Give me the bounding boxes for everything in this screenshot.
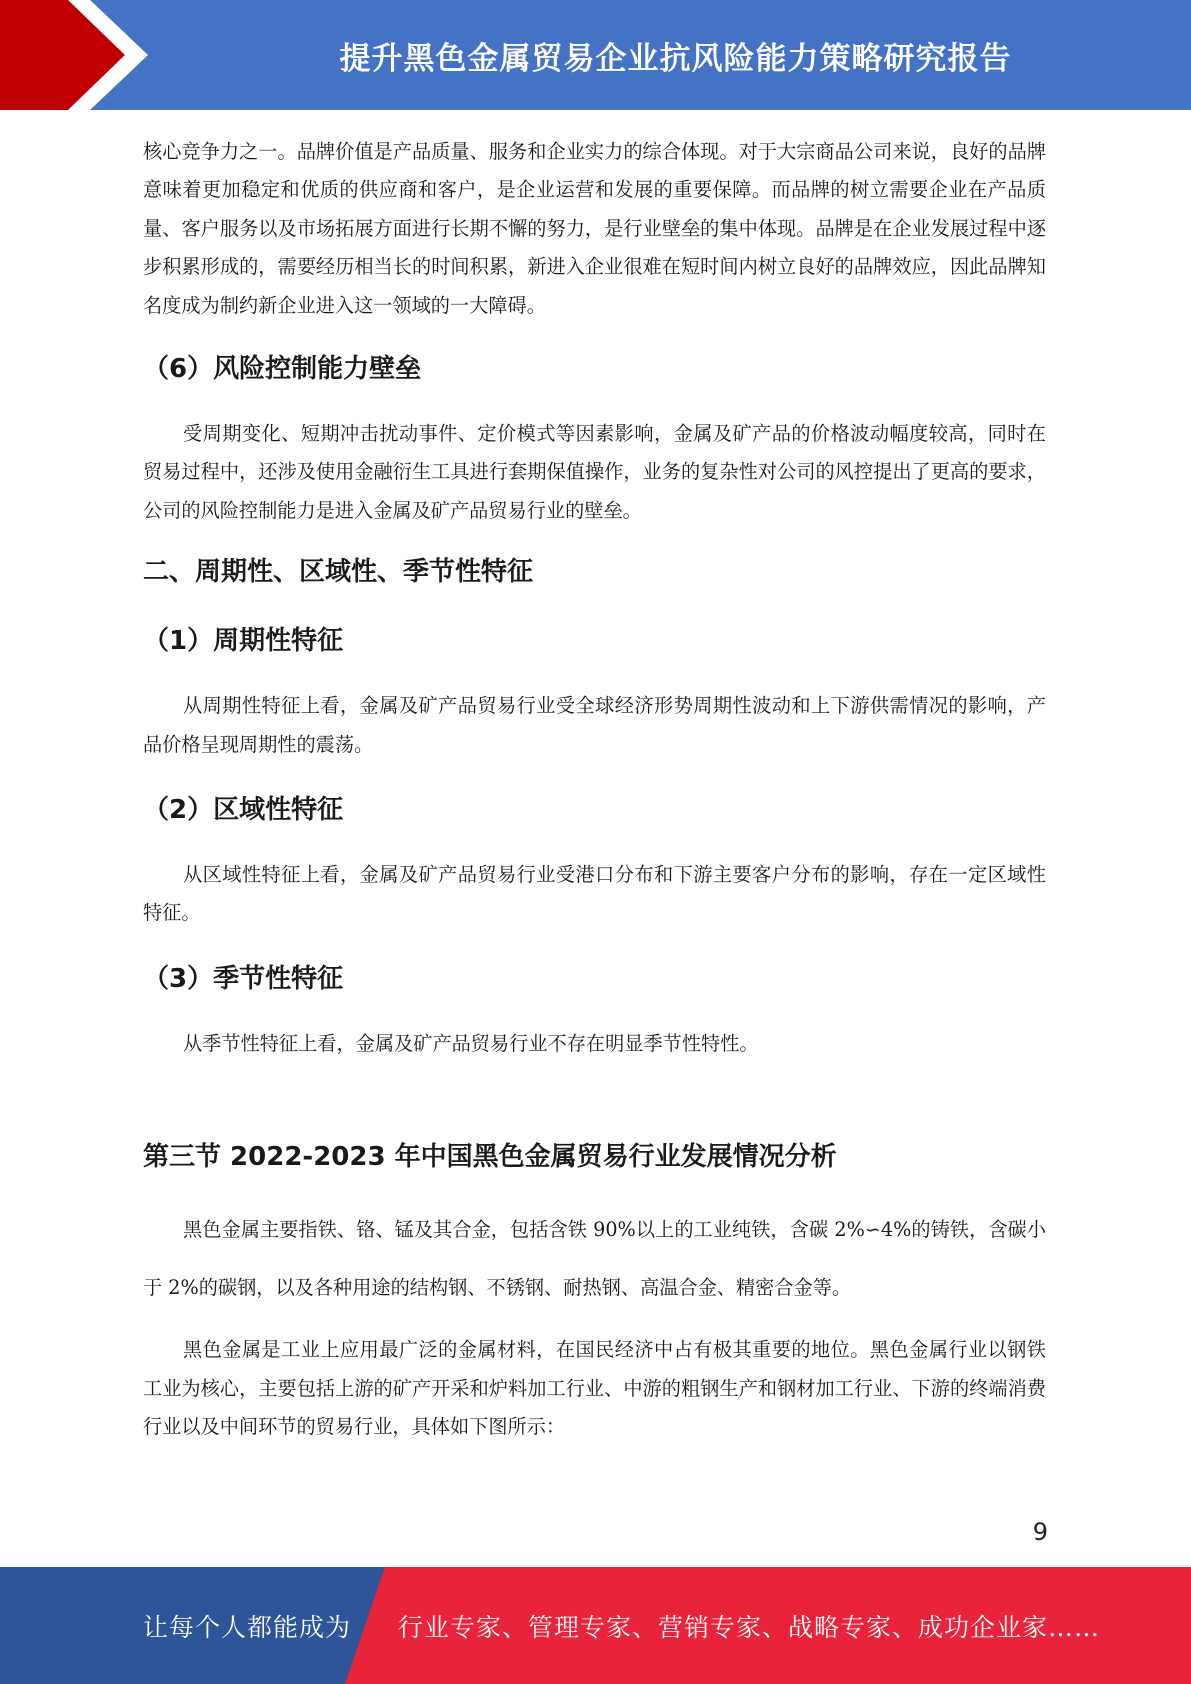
paragraph-brand-value: 核心竞争力之一。品牌价值是产品质量、服务和企业实力的综合体现。对于大宗商品公司来说，良好的品牌意味着更加稳定和优质的供应商和客户，是企业运营和发展的重要保障。而品牌的树立需要企业在产品质量、客户服务以及市场拓展方面进行长期不懈的努力，是行业壁垒的集中体现。品牌是在企业发展过程中逐步积累形成的，需要经历相当长的时间积累，新进入企业很难在短时间内树立良好的品牌效应，因此品牌知名度成为制约新企业进入这一领域的一大障碍。 — [143, 140, 1046, 317]
heading-regional: （2）区域性特征 — [143, 795, 344, 826]
paragraph-cyclical: 从周期性特征上看，金属及矿产品贸易行业受全球经济形势周期性波动和上下游供需情况的影响，产品价格呈现周期性的震荡。 — [143, 694, 1046, 756]
paragraph-seasonal: 从季节性特征上看，金属及矿产品贸易行业不存在明显季节性特性。 — [183, 1031, 759, 1055]
page-number: 9 — [1032, 1518, 1048, 1546]
heading-section-three: 第三节 2022-2023 年中国黑色金属贸易行业发展情况分析 — [143, 1142, 837, 1173]
paragraph-ferrous-definition: 黑色金属主要指铁、铬、锰及其合金，包括含铁 90%以上的工业纯铁，含碳 2%∽4%的铸铁，含碳小于 2%的碳钢，以及各种用途的结构钢、不锈钢、耐热钢、高温合金、精密合金等。 — [143, 1218, 1046, 1300]
heading-cyclical: （1）周期性特征 — [143, 626, 344, 657]
page-footer — [0, 1567, 1191, 1684]
document-body — [143, 133, 1046, 1447]
footer-slogan-right: 行业专家、管理专家、营销专家、战略专家、成功企业家…… — [398, 1612, 1101, 1642]
report-title: 提升黑色金属贸易企业抗风险能力策略研究报告 — [339, 40, 1012, 77]
heading-seasonal: （3）季节性特征 — [143, 963, 344, 994]
paragraph-ferrous-industry: 黑色金属是工业上应用最广泛的金属材料，在国民经济中占有极其重要的地位。黑色金属行业以钢铁工业为核心，主要包括上游的矿产开采和炉料加工行业、中游的粗钢生产和钢材加工行业、下游的终端消费行业以及中间环节的贸易行业，具体如下图所示： — [143, 1338, 1046, 1439]
paragraph-regional: 从区域性特征上看，金属及矿产品贸易行业受港口分布和下游主要客户分布的影响，存在一定区域性特征。 — [143, 863, 1046, 925]
footer-slogan-left: 让每个人都能成为 — [143, 1612, 352, 1642]
page-header — [0, 0, 1191, 110]
header-chevron-decoration — [0, 0, 160, 110]
heading-section-two: 二、周期性、区域性、季节性特征 — [143, 557, 534, 588]
paragraph-risk-control: 受周期变化、短期冲击扰动事件、定价模式等因素影响，金属及矿产品的价格波动幅度较高，同时在贸易过程中，还涉及使用金融衍生工具进行套期保值操作，业务的复杂性对公司的风控提出了更高的要求，公司的风险控制能力是进入金属及矿产品贸易行业的壁垒。 — [143, 422, 1046, 522]
heading-risk-control-barrier: （6）风险控制能力壁垒 — [143, 354, 422, 385]
